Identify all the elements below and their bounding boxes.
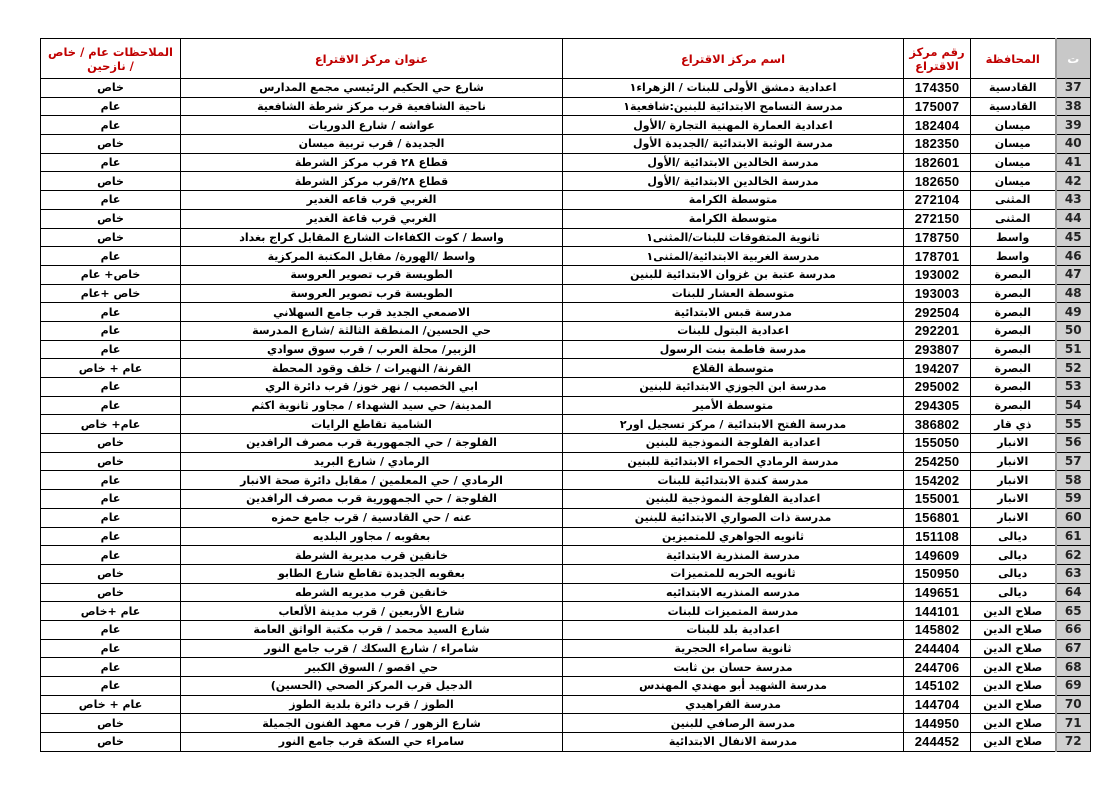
center-number-cell: 175007 bbox=[904, 97, 971, 116]
center-number-cell: 155001 bbox=[904, 490, 971, 509]
province-cell: ديالى bbox=[971, 546, 1056, 565]
center-name-cell: مدرسة ابن الجوزي الابتدائية للبنين bbox=[563, 378, 904, 397]
center-address-cell: بعقوبه الجديدة تقاطع شارع الطابو bbox=[181, 564, 563, 583]
center-number-cell: 155050 bbox=[904, 434, 971, 453]
center-address-cell: واسط /الهورة/ مقابل المكتبة المركزية bbox=[181, 247, 563, 266]
center-address-cell: قطاع ٢٨/قرب مركز الشرطة bbox=[181, 172, 563, 191]
row-index: 52 bbox=[1056, 359, 1091, 378]
center-address-cell: شارع السيد محمد / قرب مكتبة الواثق العامة bbox=[181, 620, 563, 639]
center-address-cell: ابي الخصيب / نهر خوز/ قرب دائرة الري bbox=[181, 378, 563, 397]
row-index: 64 bbox=[1056, 583, 1091, 602]
center-number-cell: 182404 bbox=[904, 116, 971, 135]
row-index: 67 bbox=[1056, 639, 1091, 658]
province-cell: ميسان bbox=[971, 172, 1056, 191]
table-row bbox=[41, 471, 1091, 490]
center-name-cell: مدرسة الرمادي الحمراء الابتدائية للبنين bbox=[563, 452, 904, 471]
table-row bbox=[41, 359, 1091, 378]
center-address-cell: الطويسة قرب تصوير العروسة bbox=[181, 284, 563, 303]
province-cell: البصرة bbox=[971, 396, 1056, 415]
row-index: 41 bbox=[1056, 153, 1091, 172]
center-number-cell: 144101 bbox=[904, 602, 971, 621]
table-row bbox=[41, 434, 1091, 453]
center-address-cell: خانقين قرب مديرية الشرطة bbox=[181, 546, 563, 565]
center-address-cell: قطاع ٢٨ قرب مركز الشرطة bbox=[181, 153, 563, 172]
center-address-cell: واسط / كوت الكفاءات الشارع المقابل كراج بغداد bbox=[181, 228, 563, 247]
notes-cell: عام bbox=[41, 508, 181, 527]
table-row bbox=[41, 508, 1091, 527]
notes-cell: خاص bbox=[41, 583, 181, 602]
center-name-cell: مدرسة كندة الابتدائية للبنات bbox=[563, 471, 904, 490]
notes-cell: عام bbox=[41, 191, 181, 210]
center-address-cell: شارع حي الحكيم الرئيسي مجمع المدارس bbox=[181, 79, 563, 98]
header-row bbox=[41, 39, 1091, 79]
notes-cell: عام bbox=[41, 153, 181, 172]
row-index: 42 bbox=[1056, 172, 1091, 191]
center-number-cell: 244452 bbox=[904, 733, 971, 752]
center-name-cell: مدرسة الخالدين الابتدائية /الأول bbox=[563, 172, 904, 191]
notes-cell: عام bbox=[41, 620, 181, 639]
center-name-cell: مدرسة الفراهيدي bbox=[563, 695, 904, 714]
row-index: 38 bbox=[1056, 97, 1091, 116]
table-row bbox=[41, 209, 1091, 228]
row-index: 65 bbox=[1056, 602, 1091, 621]
province-cell: البصرة bbox=[971, 265, 1056, 284]
table-row bbox=[41, 378, 1091, 397]
center-number-cell: 182350 bbox=[904, 135, 971, 154]
notes-cell: عام + خاص bbox=[41, 359, 181, 378]
row-index: 68 bbox=[1056, 658, 1091, 677]
table-row bbox=[41, 620, 1091, 639]
center-name-cell: مدرسة الغربية الابتدائية/المثنى١ bbox=[563, 247, 904, 266]
center-address-cell: ناحية الشافعية قرب مركز شرطة الشافعية bbox=[181, 97, 563, 116]
center-address-cell: المدينة/ حي سيد الشهداء / مجاور ثانوية اكثم bbox=[181, 396, 563, 415]
center-number-cell: 292201 bbox=[904, 321, 971, 340]
center-name-cell: ثانويه الجواهري للمتميزين bbox=[563, 527, 904, 546]
center-name-cell: اعدادية الفلوجة النموذجية للبنين bbox=[563, 490, 904, 509]
header-index: ت bbox=[1056, 39, 1091, 79]
notes-cell: خاص +عام bbox=[41, 284, 181, 303]
province-cell: صلاح الدين bbox=[971, 733, 1056, 752]
row-index: 37 bbox=[1056, 79, 1091, 98]
row-index: 45 bbox=[1056, 228, 1091, 247]
notes-cell: خاص bbox=[41, 209, 181, 228]
center-address-cell: حي اقصو / السوق الكبير bbox=[181, 658, 563, 677]
header-center-address: عنوان مركز الاقتراع bbox=[181, 39, 563, 79]
province-cell: البصرة bbox=[971, 303, 1056, 322]
notes-cell: عام bbox=[41, 247, 181, 266]
center-number-cell: 272104 bbox=[904, 191, 971, 210]
notes-cell: خاص bbox=[41, 135, 181, 154]
notes-cell: خاص bbox=[41, 434, 181, 453]
center-name-cell: مدرسة الوثبة الابتدائية /الجديدة الأول bbox=[563, 135, 904, 154]
center-number-cell: 386802 bbox=[904, 415, 971, 434]
row-index: 69 bbox=[1056, 677, 1091, 696]
table-row bbox=[41, 677, 1091, 696]
center-number-cell: 144704 bbox=[904, 695, 971, 714]
center-number-cell: 145802 bbox=[904, 620, 971, 639]
header-province: المحافظة bbox=[971, 39, 1056, 79]
table-row bbox=[41, 153, 1091, 172]
center-address-cell: الغربي قرب قاعه الغدير bbox=[181, 191, 563, 210]
row-index: 55 bbox=[1056, 415, 1091, 434]
row-index: 71 bbox=[1056, 714, 1091, 733]
center-address-cell: عنه / حي القادسية / قرب جامع حمزه bbox=[181, 508, 563, 527]
table-row bbox=[41, 116, 1091, 135]
center-name-cell: مدرسه المنذريه الابتدائيه bbox=[563, 583, 904, 602]
notes-cell: عام+ خاص bbox=[41, 415, 181, 434]
center-number-cell: 193003 bbox=[904, 284, 971, 303]
province-cell: صلاح الدين bbox=[971, 695, 1056, 714]
center-address-cell: خانقين قرب مديريه الشرطه bbox=[181, 583, 563, 602]
center-number-cell: 182650 bbox=[904, 172, 971, 191]
row-index: 56 bbox=[1056, 434, 1091, 453]
center-number-cell: 150950 bbox=[904, 564, 971, 583]
province-cell: الانبار bbox=[971, 508, 1056, 527]
notes-cell: خاص bbox=[41, 228, 181, 247]
center-name-cell: ثانويه الحريه للمتميزات bbox=[563, 564, 904, 583]
center-name-cell: مدرسة ذات الصواري الابتدائية للبنين bbox=[563, 508, 904, 527]
notes-cell: عام bbox=[41, 340, 181, 359]
center-name-cell: ثانوية المتفوقات للبنات/المثنى١ bbox=[563, 228, 904, 247]
province-cell: ميسان bbox=[971, 116, 1056, 135]
table-row bbox=[41, 191, 1091, 210]
table-row bbox=[41, 546, 1091, 565]
table-row bbox=[41, 321, 1091, 340]
table-row bbox=[41, 396, 1091, 415]
province-cell: واسط bbox=[971, 228, 1056, 247]
center-name-cell: متوسطة الكرامة bbox=[563, 209, 904, 228]
province-cell: ذي قار bbox=[971, 415, 1056, 434]
notes-cell: خاص bbox=[41, 79, 181, 98]
province-cell: الانبار bbox=[971, 434, 1056, 453]
center-number-cell: 254250 bbox=[904, 452, 971, 471]
notes-cell: خاص bbox=[41, 452, 181, 471]
center-address-cell: شامراء / شارع السكك / قرب جامع النور bbox=[181, 639, 563, 658]
province-cell: الانبار bbox=[971, 490, 1056, 509]
province-cell: ديالى bbox=[971, 583, 1056, 602]
notes-cell: عام bbox=[41, 321, 181, 340]
notes-cell: خاص bbox=[41, 172, 181, 191]
notes-cell: خاص bbox=[41, 733, 181, 752]
table-row bbox=[41, 265, 1091, 284]
province-cell: ديالى bbox=[971, 527, 1056, 546]
row-index: 70 bbox=[1056, 695, 1091, 714]
notes-cell: عام bbox=[41, 396, 181, 415]
notes-cell: عام bbox=[41, 303, 181, 322]
center-address-cell: القرنة/ النهيرات / خلف وقود المحطة bbox=[181, 359, 563, 378]
center-name-cell: مدرسة حسان بن ثابت bbox=[563, 658, 904, 677]
center-number-cell: 294305 bbox=[904, 396, 971, 415]
province-cell: ميسان bbox=[971, 135, 1056, 154]
province-cell: البصرة bbox=[971, 284, 1056, 303]
table-row bbox=[41, 695, 1091, 714]
notes-cell: عام bbox=[41, 97, 181, 116]
center-number-cell: 292504 bbox=[904, 303, 971, 322]
center-name-cell: اعدادية بلد للبنات bbox=[563, 620, 904, 639]
center-address-cell: حي الحسين/ المنطقة الثالثة /شارع المدرسة bbox=[181, 321, 563, 340]
center-address-cell: الدجيل قرب المركز الصحي (الحسين) bbox=[181, 677, 563, 696]
province-cell: صلاح الدين bbox=[971, 602, 1056, 621]
table-row bbox=[41, 97, 1091, 116]
center-number-cell: 156801 bbox=[904, 508, 971, 527]
center-address-cell: الشامية تقاطع الرايات bbox=[181, 415, 563, 434]
notes-cell: عام bbox=[41, 546, 181, 565]
center-address-cell: شارع الزهور / قرب معهد الفنون الجميلة bbox=[181, 714, 563, 733]
row-index: 59 bbox=[1056, 490, 1091, 509]
row-index: 39 bbox=[1056, 116, 1091, 135]
row-index: 48 bbox=[1056, 284, 1091, 303]
center-name-cell: مدرسة قبس الابتدائية bbox=[563, 303, 904, 322]
center-name-cell: متوسطة القلاع bbox=[563, 359, 904, 378]
table-row bbox=[41, 228, 1091, 247]
center-number-cell: 182601 bbox=[904, 153, 971, 172]
row-index: 58 bbox=[1056, 471, 1091, 490]
row-index: 54 bbox=[1056, 396, 1091, 415]
center-name-cell: اعدادية البتول للبنات bbox=[563, 321, 904, 340]
province-cell: الانبار bbox=[971, 452, 1056, 471]
center-name-cell: مدرسة الشهيد أبو مهندي المهندس bbox=[563, 677, 904, 696]
center-number-cell: 178701 bbox=[904, 247, 971, 266]
polling-centers-table bbox=[40, 38, 1091, 752]
center-address-cell: بعقوبه / مجاور البلديه bbox=[181, 527, 563, 546]
header-notes: الملاحظات عام / خاص / نازحين bbox=[41, 39, 181, 79]
table-row bbox=[41, 658, 1091, 677]
center-address-cell: الغربي قرب قاعة الغدير bbox=[181, 209, 563, 228]
table-row bbox=[41, 247, 1091, 266]
center-name-cell: مدرسة عتبة بن غزوان الابتدائية للبنين bbox=[563, 265, 904, 284]
row-index: 63 bbox=[1056, 564, 1091, 583]
notes-cell: عام bbox=[41, 490, 181, 509]
province-cell: صلاح الدين bbox=[971, 677, 1056, 696]
table-row bbox=[41, 639, 1091, 658]
center-name-cell: متوسطة الأمير bbox=[563, 396, 904, 415]
province-cell: صلاح الدين bbox=[971, 639, 1056, 658]
notes-cell: عام bbox=[41, 378, 181, 397]
center-address-cell: الرمادي / شارع البريد bbox=[181, 452, 563, 471]
notes-cell: عام +خاص bbox=[41, 602, 181, 621]
center-address-cell: سامراء حي السكة قرب جامع النور bbox=[181, 733, 563, 752]
center-address-cell: الجديدة / قرب تربية ميسان bbox=[181, 135, 563, 154]
province-cell: البصرة bbox=[971, 321, 1056, 340]
province-cell: المثنى bbox=[971, 209, 1056, 228]
center-name-cell: متوسطة الكرامة bbox=[563, 191, 904, 210]
center-name-cell: ثانوية سامراء الحجرية bbox=[563, 639, 904, 658]
center-name-cell: مدرسة الخالدين الابتدائية /الأول bbox=[563, 153, 904, 172]
table-row bbox=[41, 733, 1091, 752]
center-name-cell: اعدادية دمشق الأولى للبنات / الزهراء١ bbox=[563, 79, 904, 98]
center-number-cell: 194207 bbox=[904, 359, 971, 378]
row-index: 44 bbox=[1056, 209, 1091, 228]
row-index: 49 bbox=[1056, 303, 1091, 322]
province-cell: ميسان bbox=[971, 153, 1056, 172]
center-name-cell: اعدادية الفلوجة النموذجية للبنين bbox=[563, 434, 904, 453]
table-row bbox=[41, 527, 1091, 546]
province-cell: واسط bbox=[971, 247, 1056, 266]
province-cell: صلاح الدين bbox=[971, 714, 1056, 733]
province-cell: البصرة bbox=[971, 378, 1056, 397]
table-row bbox=[41, 79, 1091, 98]
table-row bbox=[41, 135, 1091, 154]
center-number-cell: 149651 bbox=[904, 583, 971, 602]
row-index: 66 bbox=[1056, 620, 1091, 639]
table-row bbox=[41, 303, 1091, 322]
table-row bbox=[41, 583, 1091, 602]
row-index: 61 bbox=[1056, 527, 1091, 546]
notes-cell: عام + خاص bbox=[41, 695, 181, 714]
notes-cell: عام bbox=[41, 527, 181, 546]
table-row bbox=[41, 564, 1091, 583]
row-index: 47 bbox=[1056, 265, 1091, 284]
center-address-cell: شارع الأربعين / قرب مدينة الألعاب bbox=[181, 602, 563, 621]
notes-cell: عام bbox=[41, 639, 181, 658]
center-address-cell: الطوز / قرب دائرة بلدية الطوز bbox=[181, 695, 563, 714]
row-index: 53 bbox=[1056, 378, 1091, 397]
province-cell: صلاح الدين bbox=[971, 658, 1056, 677]
notes-cell: خاص bbox=[41, 714, 181, 733]
notes-cell: عام bbox=[41, 677, 181, 696]
center-name-cell: مدرسة فاطمة بنت الرسول bbox=[563, 340, 904, 359]
notes-cell: عام bbox=[41, 471, 181, 490]
row-index: 40 bbox=[1056, 135, 1091, 154]
notes-cell: عام bbox=[41, 658, 181, 677]
row-index: 57 bbox=[1056, 452, 1091, 471]
province-cell: ديالى bbox=[971, 564, 1056, 583]
row-index: 72 bbox=[1056, 733, 1091, 752]
center-number-cell: 144950 bbox=[904, 714, 971, 733]
province-cell: صلاح الدين bbox=[971, 620, 1056, 639]
center-name-cell: مدرسة التسامح الابتدائية للبنين:شافعية١ bbox=[563, 97, 904, 116]
table-row bbox=[41, 284, 1091, 303]
center-name-cell: مدرسة المنذرية الابتدائية bbox=[563, 546, 904, 565]
center-name-cell: اعدادية العمارة المهنية التجارة /الأول bbox=[563, 116, 904, 135]
center-address-cell: الاصمعي الجديد قرب جامع السهلاني bbox=[181, 303, 563, 322]
center-address-cell: الفلوجة / حي الجمهورية قرب مصرف الرافدين bbox=[181, 490, 563, 509]
center-number-cell: 178750 bbox=[904, 228, 971, 247]
center-number-cell: 244706 bbox=[904, 658, 971, 677]
province-cell: القادسية bbox=[971, 79, 1056, 98]
province-cell: المثنى bbox=[971, 191, 1056, 210]
province-cell: القادسية bbox=[971, 97, 1056, 116]
province-cell: البصرة bbox=[971, 359, 1056, 378]
table-row bbox=[41, 452, 1091, 471]
table-row bbox=[41, 340, 1091, 359]
center-address-cell: الطويسة قرب تصوير العروسة bbox=[181, 265, 563, 284]
center-number-cell: 149609 bbox=[904, 546, 971, 565]
center-name-cell: مدرسة الانفال الابتدائية bbox=[563, 733, 904, 752]
center-name-cell: متوسطة العشار للبنات bbox=[563, 284, 904, 303]
notes-cell: خاص bbox=[41, 564, 181, 583]
center-name-cell: مدرسة الرصافي للبنين bbox=[563, 714, 904, 733]
table-row bbox=[41, 172, 1091, 191]
row-index: 50 bbox=[1056, 321, 1091, 340]
center-number-cell: 272150 bbox=[904, 209, 971, 228]
row-index: 43 bbox=[1056, 191, 1091, 210]
table-row bbox=[41, 415, 1091, 434]
center-address-cell: الزبير/ محلة العرب / قرب سوق سوادي bbox=[181, 340, 563, 359]
table-row bbox=[41, 490, 1091, 509]
center-number-cell: 174350 bbox=[904, 79, 971, 98]
center-address-cell: عواشه / شارع الدوريات bbox=[181, 116, 563, 135]
row-index: 62 bbox=[1056, 546, 1091, 565]
table-row bbox=[41, 714, 1091, 733]
center-name-cell: مدرسة المتميزات للبنات bbox=[563, 602, 904, 621]
center-number-cell: 295002 bbox=[904, 378, 971, 397]
notes-cell: عام bbox=[41, 116, 181, 135]
center-number-cell: 244404 bbox=[904, 639, 971, 658]
center-number-cell: 293807 bbox=[904, 340, 971, 359]
center-number-cell: 145102 bbox=[904, 677, 971, 696]
row-index: 46 bbox=[1056, 247, 1091, 266]
province-cell: الانبار bbox=[971, 471, 1056, 490]
center-number-cell: 151108 bbox=[904, 527, 971, 546]
center-name-cell: مدرسة الفتح الابتدائية / مركز تسجيل اور٢ bbox=[563, 415, 904, 434]
center-address-cell: الفلوجة / حي الجمهورية قرب مصرف الرافدين bbox=[181, 434, 563, 453]
province-cell: البصرة bbox=[971, 340, 1056, 359]
center-number-cell: 193002 bbox=[904, 265, 971, 284]
center-address-cell: الرمادي / حي المعلمين / مقابل دائرة صحة الانبار bbox=[181, 471, 563, 490]
row-index: 51 bbox=[1056, 340, 1091, 359]
header-center-name: اسم مركز الاقتراع bbox=[563, 39, 904, 79]
table-row bbox=[41, 602, 1091, 621]
notes-cell: خاص+ عام bbox=[41, 265, 181, 284]
header-center-number: رقم مركز الاقتراع bbox=[904, 39, 971, 79]
row-index: 60 bbox=[1056, 508, 1091, 527]
center-number-cell: 154202 bbox=[904, 471, 971, 490]
